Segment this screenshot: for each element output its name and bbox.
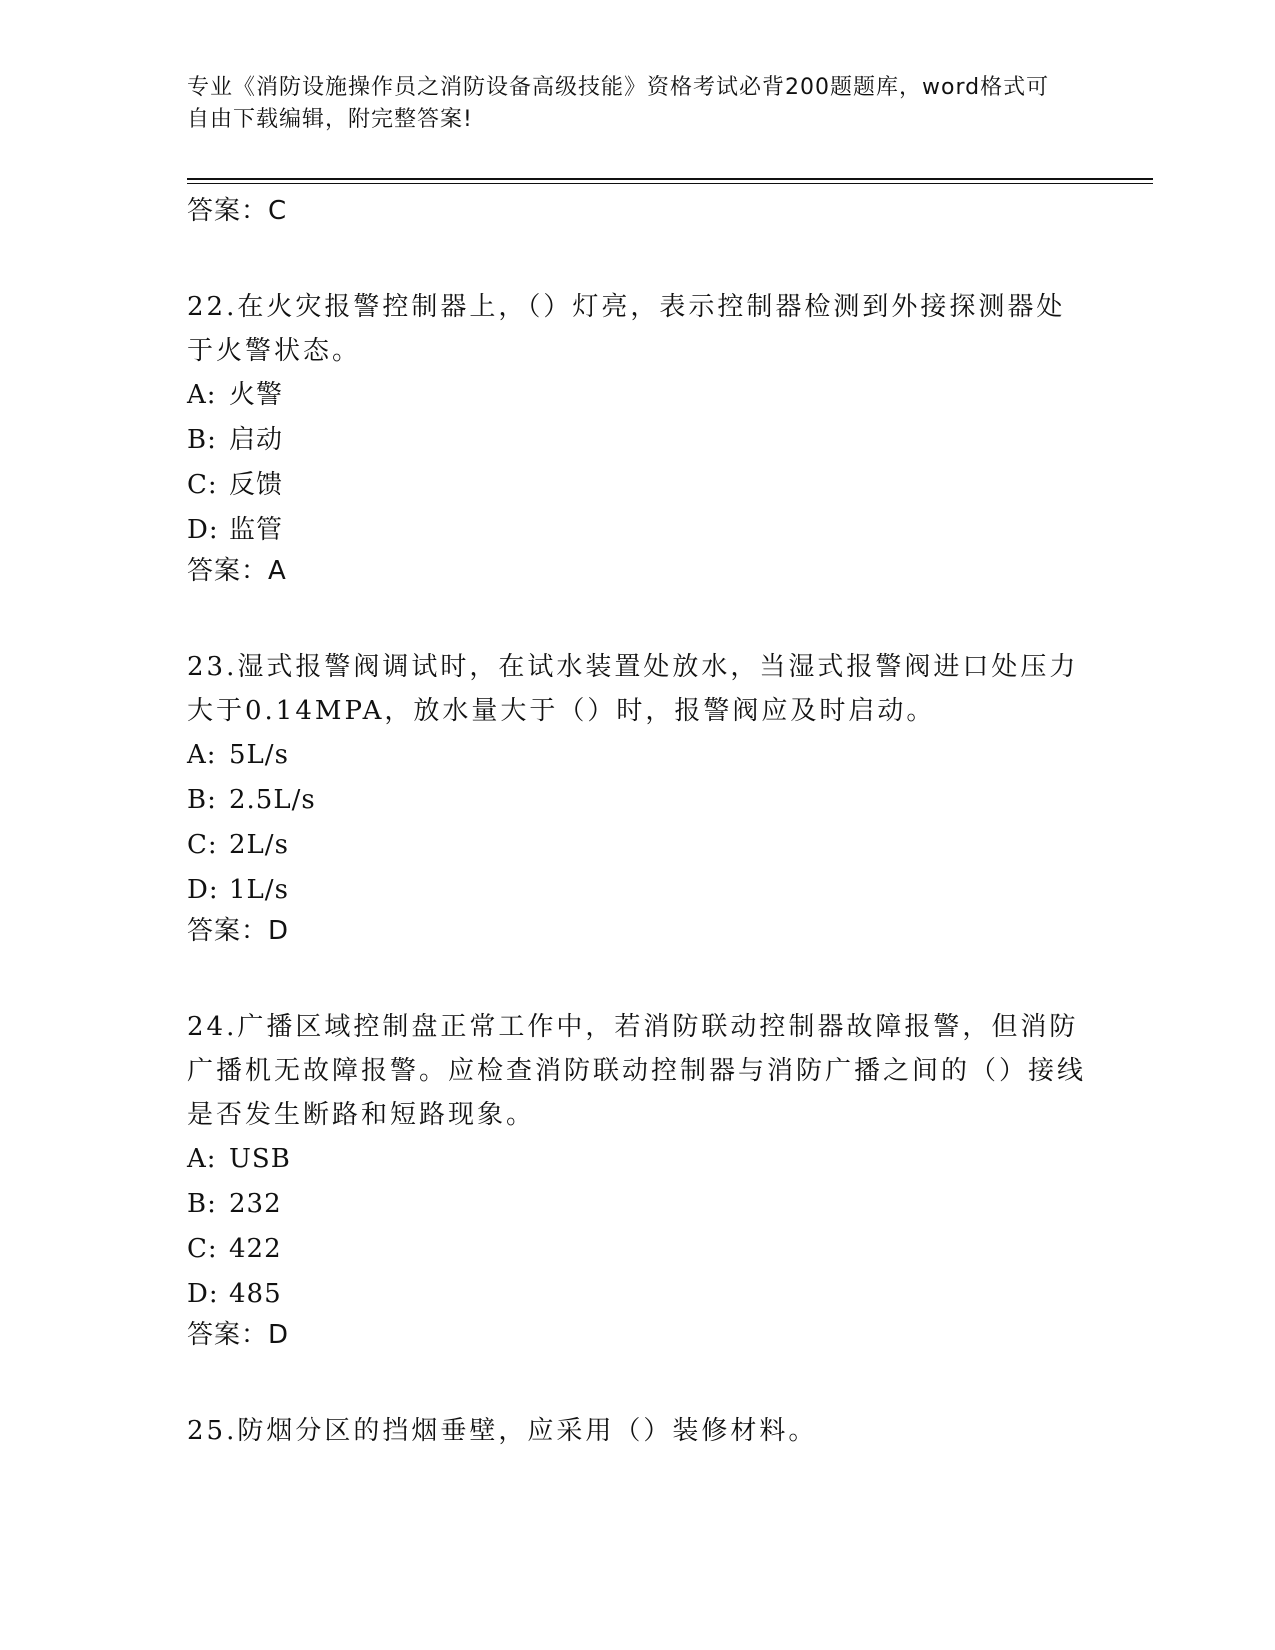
option-d <box>187 868 1087 913</box>
question-24 <box>187 1005 1087 1353</box>
option-a <box>187 373 1087 418</box>
option-text: 422 <box>229 1234 282 1264</box>
document-header: 专业《消防设施操作员之消防设备高级技能》资格考试必背200题题库，word格式可自由下载编辑，附完整答案! <box>187 75 1050 132</box>
header-divider-thick <box>187 178 1153 180</box>
answer-value: C <box>268 196 288 226</box>
option-text: 火警 <box>229 380 284 410</box>
answer-label: 答案： <box>187 1320 269 1350</box>
option-text: 232 <box>229 1189 282 1219</box>
option-letter: B: <box>187 425 217 455</box>
option-letter: B: <box>187 1189 217 1219</box>
option-text: 监管 <box>229 515 284 545</box>
answer-line <box>187 913 1087 949</box>
option-b <box>187 1182 1087 1227</box>
option-letter: A: <box>187 380 217 410</box>
option-c <box>187 1227 1087 1272</box>
option-letter: A: <box>187 740 217 770</box>
option-text: 反馈 <box>229 470 284 500</box>
question-text: 23.湿式报警阀调试时，在试水装置处放水，当湿式报警阀进口处压力大于0.14MPA，放水量大于（）时，报警阀应及时启动。 <box>187 652 1079 726</box>
option-text: 5L/s <box>229 740 289 770</box>
option-letter: B: <box>187 785 217 815</box>
question-list <box>187 193 1087 1453</box>
option-text: 启动 <box>229 425 284 455</box>
option-a <box>187 733 1087 778</box>
option-text: 2L/s <box>229 830 289 860</box>
answer-value: D <box>268 916 290 946</box>
option-letter: D: <box>187 1279 219 1309</box>
question-text: 24.广播区域控制盘正常工作中，若消防联动控制器故障报警，但消防广播机无故障报警。应检查消防联动控制器与消防广播之间的（）接线是否发生断路和短路现象。 <box>187 1012 1087 1130</box>
option-text: 1L/s <box>229 875 289 905</box>
answer-label: 答案： <box>187 196 269 226</box>
option-c <box>187 463 1087 508</box>
option-text: 485 <box>229 1279 282 1309</box>
option-d <box>187 508 1087 553</box>
option-c <box>187 823 1087 868</box>
option-letter: C: <box>187 470 218 500</box>
question-text: 25.防烟分区的挡烟垂壁，应采用（）装修材料。 <box>187 1416 818 1446</box>
answer-line <box>187 553 1087 589</box>
question-25 <box>187 1409 1087 1453</box>
option-b <box>187 778 1087 823</box>
option-letter: C: <box>187 1234 218 1264</box>
answer-line <box>187 1317 1087 1353</box>
option-letter: A: <box>187 1144 217 1174</box>
option-letter: D: <box>187 515 219 545</box>
question-22 <box>187 285 1087 589</box>
option-d <box>187 1272 1087 1317</box>
answer-label: 答案： <box>187 916 269 946</box>
question-23 <box>187 645 1087 949</box>
option-b <box>187 418 1087 463</box>
option-text: 2.5L/s <box>229 785 316 815</box>
option-text: USB <box>229 1144 291 1174</box>
answer-label: 答案： <box>187 556 269 586</box>
option-letter: D: <box>187 875 219 905</box>
answer-value: A <box>268 556 287 586</box>
answer-value: D <box>268 1320 290 1350</box>
option-letter: C: <box>187 830 218 860</box>
question-text: 22.在火灾报警控制器上，（）灯亮，表示控制器检测到外接探测器处于火警状态。 <box>187 292 1066 366</box>
option-a <box>187 1137 1087 1182</box>
answer-line <box>187 193 1087 229</box>
header-divider-thin <box>187 183 1153 184</box>
